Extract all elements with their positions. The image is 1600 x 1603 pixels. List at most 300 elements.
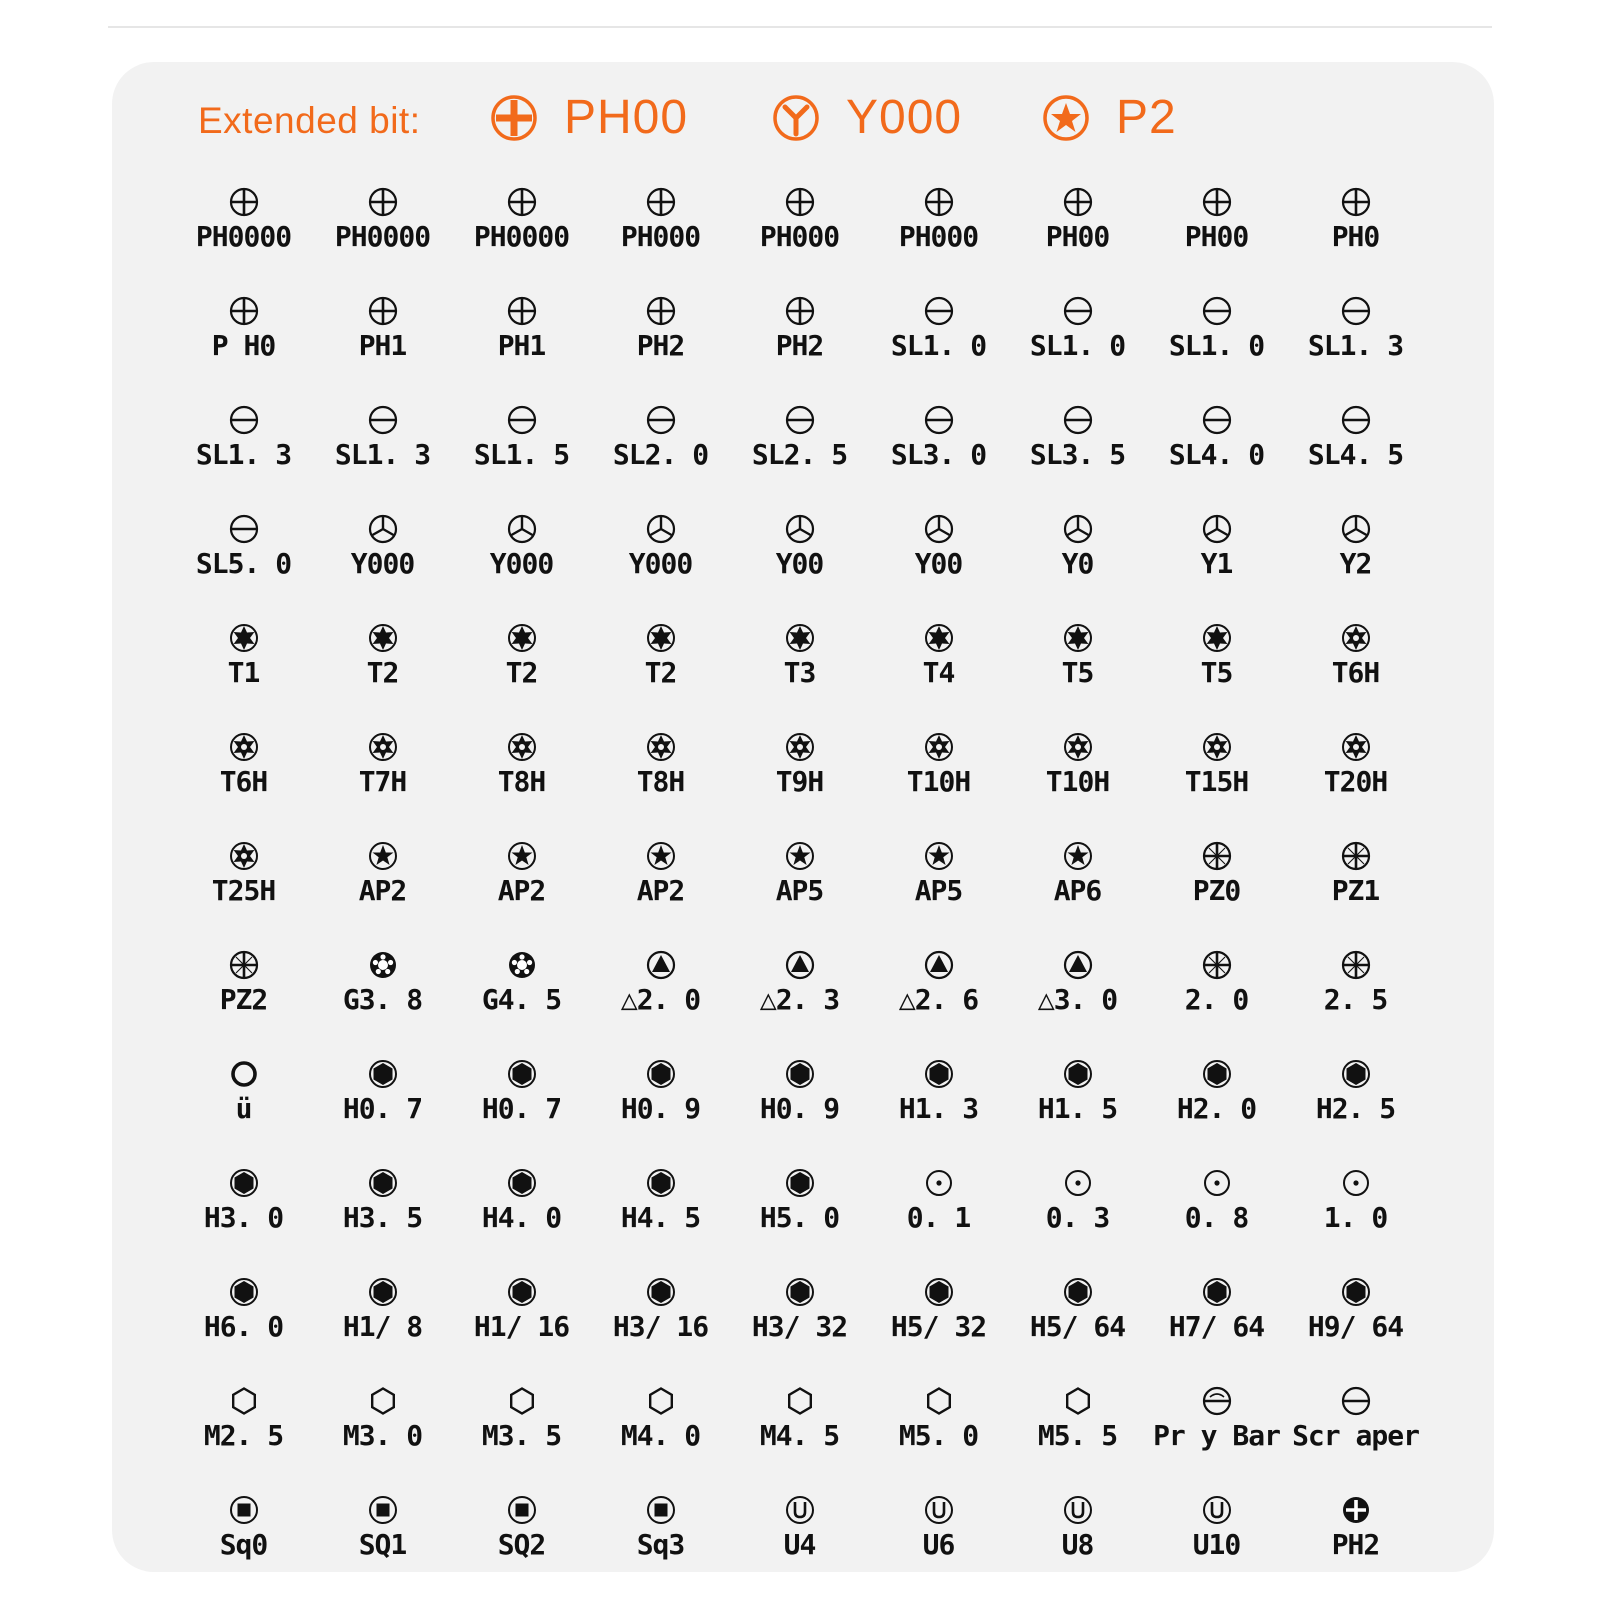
hex-icon xyxy=(645,1276,677,1308)
hex-icon xyxy=(367,1276,399,1308)
square-icon xyxy=(228,1494,260,1526)
bit-label: U4 xyxy=(783,1528,816,1561)
bit-label: H1/ 16 xyxy=(473,1310,570,1343)
bit-cell xyxy=(1286,186,1425,295)
bit-cell xyxy=(869,404,1008,513)
bit-cell xyxy=(174,949,313,1058)
torx-icon xyxy=(228,622,260,654)
bit-label: H7/ 64 xyxy=(1168,1310,1265,1343)
bit-label: U8 xyxy=(1061,1528,1094,1561)
hex-outline-icon xyxy=(645,1385,677,1417)
bit-label: M4. 0 xyxy=(620,1419,701,1452)
bit-label: T7H xyxy=(358,765,407,798)
torx-icon xyxy=(784,622,816,654)
bit-label: T4 xyxy=(922,656,955,689)
bit-cell xyxy=(730,1494,869,1603)
slotted-icon xyxy=(1062,404,1094,436)
bit-label: T8H xyxy=(636,765,685,798)
bit-label: T15H xyxy=(1184,765,1249,798)
bit-cell xyxy=(591,1058,730,1167)
bit-label: H5/ 32 xyxy=(890,1310,987,1343)
bit-label: H3/ 16 xyxy=(612,1310,709,1343)
bit-label: Sq0 xyxy=(219,1528,268,1561)
bit-cell xyxy=(313,731,452,840)
bit-cell xyxy=(1147,1058,1286,1167)
tri-wing-icon xyxy=(923,513,955,545)
bit-cell xyxy=(730,1385,869,1494)
triangle-icon xyxy=(923,949,955,981)
hex-icon xyxy=(1062,1058,1094,1090)
bit-label: SL2. 0 xyxy=(612,438,709,471)
torx-hole-icon xyxy=(1201,731,1233,763)
bit-cell xyxy=(174,1167,313,1276)
bit-label: PH0000 xyxy=(195,220,292,253)
bit-cell xyxy=(1286,1167,1425,1276)
bit-cell xyxy=(174,186,313,295)
tri-wing-icon xyxy=(1201,513,1233,545)
bit-label: ü xyxy=(235,1092,252,1125)
bit-label: AP6 xyxy=(1053,874,1102,907)
hex-icon xyxy=(506,1167,538,1199)
bit-label: T10H xyxy=(906,765,971,798)
bit-label: H2. 0 xyxy=(1176,1092,1257,1125)
torx-icon xyxy=(645,622,677,654)
u-shape-icon xyxy=(1062,1494,1094,1526)
triangle-icon xyxy=(645,949,677,981)
bit-cell xyxy=(452,1494,591,1603)
torx-hole-icon xyxy=(1062,731,1094,763)
tri-wing-icon xyxy=(1062,513,1094,545)
bit-label: H6. 0 xyxy=(203,1310,284,1343)
bit-label: △3. 0 xyxy=(1037,983,1118,1016)
extended-bit-text: Y000 xyxy=(846,91,963,144)
bit-label: T20H xyxy=(1323,765,1388,798)
bit-cell xyxy=(1286,949,1425,1058)
bit-cell xyxy=(1008,731,1147,840)
bit-cell xyxy=(174,513,313,622)
bit-label: M5. 5 xyxy=(1037,1419,1118,1452)
square-icon xyxy=(506,1494,538,1526)
bit-label: M3. 5 xyxy=(481,1419,562,1452)
bit-cell xyxy=(1147,949,1286,1058)
hex-icon xyxy=(923,1276,955,1308)
bit-cell xyxy=(730,1276,869,1385)
bit-cell xyxy=(869,1276,1008,1385)
pozidriv-icon xyxy=(1201,949,1233,981)
bit-cell xyxy=(313,1276,452,1385)
slotted-icon xyxy=(228,404,260,436)
bit-cell xyxy=(730,404,869,513)
bit-label: T5 xyxy=(1200,656,1233,689)
bit-cell xyxy=(1286,295,1425,404)
bit-label: AP5 xyxy=(914,874,963,907)
torx-hole-icon xyxy=(923,731,955,763)
slotted-icon xyxy=(506,404,538,436)
bit-cell xyxy=(591,1494,730,1603)
pozidriv-icon xyxy=(1340,840,1372,872)
dot-icon xyxy=(1062,1167,1094,1199)
tri-wing-icon xyxy=(784,513,816,545)
dot-icon xyxy=(1201,1167,1233,1199)
bit-cell xyxy=(1008,295,1147,404)
bit-cell xyxy=(1008,622,1147,731)
u-shape-icon xyxy=(1201,1494,1233,1526)
bit-label: T8H xyxy=(497,765,546,798)
bit-label: 0. 3 xyxy=(1045,1201,1110,1234)
bit-label: Scr aper xyxy=(1292,1419,1419,1452)
hex-icon xyxy=(1340,1276,1372,1308)
bit-cell xyxy=(730,295,869,404)
bit-label: Y000 xyxy=(628,547,693,580)
pentalobe-icon xyxy=(645,840,677,872)
tri-wing-icon xyxy=(367,513,399,545)
bit-label: T1 xyxy=(227,656,260,689)
bit-label: H4. 0 xyxy=(481,1201,562,1234)
bit-label: 2. 5 xyxy=(1323,983,1388,1016)
bit-label: H5/ 64 xyxy=(1029,1310,1126,1343)
slotted-icon xyxy=(1340,295,1372,327)
bit-label: PH2 xyxy=(636,329,685,362)
bit-cell xyxy=(174,1494,313,1603)
pentalobe-icon xyxy=(1062,840,1094,872)
bit-label: AP2 xyxy=(636,874,685,907)
bit-label: Sq3 xyxy=(636,1528,685,1561)
bit-label: T2 xyxy=(505,656,538,689)
bit-cell xyxy=(1147,731,1286,840)
bit-label: H1/ 8 xyxy=(342,1310,423,1343)
bit-cell xyxy=(1008,1167,1147,1276)
torx-hole-icon xyxy=(1340,622,1372,654)
bit-cell xyxy=(869,1058,1008,1167)
phillips-icon xyxy=(784,186,816,218)
bit-cell xyxy=(174,1276,313,1385)
bit-label: PH1 xyxy=(358,329,407,362)
bit-cell xyxy=(174,404,313,513)
bit-cell xyxy=(591,1276,730,1385)
bit-label: PH2 xyxy=(1331,1528,1380,1561)
bit-label: SL1. 5 xyxy=(473,438,570,471)
hex-icon xyxy=(645,1058,677,1090)
hex-icon xyxy=(784,1167,816,1199)
bit-cell xyxy=(869,1167,1008,1276)
bit-cell xyxy=(313,949,452,1058)
tri-wing-icon xyxy=(645,513,677,545)
bit-cell xyxy=(452,1058,591,1167)
phillips-icon xyxy=(1201,186,1233,218)
bit-label: AP5 xyxy=(775,874,824,907)
bit-cell xyxy=(313,1058,452,1167)
phillips-icon xyxy=(228,186,260,218)
bit-cell xyxy=(1147,513,1286,622)
bit-label: H0. 7 xyxy=(481,1092,562,1125)
slotted-icon xyxy=(1062,295,1094,327)
pozidriv-icon xyxy=(228,949,260,981)
bit-label: H0. 7 xyxy=(342,1092,423,1125)
phillips-icon xyxy=(506,186,538,218)
bit-label: SL1. 3 xyxy=(195,438,292,471)
bit-label: 1. 0 xyxy=(1323,1201,1388,1234)
u-shape-icon xyxy=(784,1494,816,1526)
torx-icon xyxy=(1062,622,1094,654)
pry-bar-icon xyxy=(1201,1385,1233,1417)
bit-label: P H0 xyxy=(211,329,276,362)
hex-icon xyxy=(784,1276,816,1308)
triangle-icon xyxy=(1062,949,1094,981)
bit-cell xyxy=(1286,1494,1425,1603)
bit-cell xyxy=(1147,1385,1286,1494)
hex-outline-icon xyxy=(367,1385,399,1417)
bit-label: AP2 xyxy=(497,874,546,907)
bit-label: M2. 5 xyxy=(203,1419,284,1452)
bit-cell xyxy=(869,622,1008,731)
square-icon xyxy=(645,1494,677,1526)
bit-label: H3. 0 xyxy=(203,1201,284,1234)
bit-cell xyxy=(869,840,1008,949)
hex-icon xyxy=(1201,1058,1233,1090)
bit-cell xyxy=(1286,1276,1425,1385)
hex-icon xyxy=(923,1058,955,1090)
bit-grid xyxy=(174,186,1425,1603)
bit-cell xyxy=(730,731,869,840)
bit-label: PH1 xyxy=(497,329,546,362)
phillips-icon xyxy=(923,186,955,218)
phillips-icon xyxy=(1340,186,1372,218)
extended-bit-tri-wing xyxy=(772,90,962,145)
torx-hole-icon xyxy=(367,731,399,763)
bit-label: Y0 xyxy=(1061,547,1094,580)
bit-cell xyxy=(1286,622,1425,731)
bit-cell xyxy=(1008,404,1147,513)
phillips-icon xyxy=(490,94,538,142)
bit-label: PZ2 xyxy=(219,983,268,1016)
bit-label: T25H xyxy=(211,874,276,907)
bit-label: H4. 5 xyxy=(620,1201,701,1234)
torx-hole-icon xyxy=(645,731,677,763)
slotted-icon xyxy=(1201,404,1233,436)
bit-cell xyxy=(174,295,313,404)
hex-icon xyxy=(506,1276,538,1308)
gear-icon xyxy=(367,949,399,981)
top-divider xyxy=(108,26,1492,28)
bit-cell xyxy=(1286,731,1425,840)
dot-icon xyxy=(1340,1167,1372,1199)
bit-cell xyxy=(591,513,730,622)
bit-cell xyxy=(869,1494,1008,1603)
bit-label: M5. 0 xyxy=(898,1419,979,1452)
torx-icon xyxy=(923,622,955,654)
bit-label: SQ1 xyxy=(358,1528,407,1561)
bit-cell xyxy=(1147,622,1286,731)
bit-cell xyxy=(313,1167,452,1276)
bit-cell xyxy=(174,840,313,949)
bit-cell xyxy=(591,840,730,949)
pentalobe-icon xyxy=(1042,94,1090,142)
bit-cell xyxy=(869,1385,1008,1494)
bit-label: 2. 0 xyxy=(1184,983,1249,1016)
bit-cell xyxy=(591,622,730,731)
bit-cell xyxy=(1008,186,1147,295)
bit-cell xyxy=(1008,1276,1147,1385)
bit-label: M3. 0 xyxy=(342,1419,423,1452)
bit-cell xyxy=(452,949,591,1058)
bit-label: PH00 xyxy=(1184,220,1249,253)
pozidriv-icon xyxy=(1201,840,1233,872)
bit-label: T10H xyxy=(1045,765,1110,798)
bit-label: H1. 3 xyxy=(898,1092,979,1125)
bit-label: H2. 5 xyxy=(1315,1092,1396,1125)
bit-cell xyxy=(1008,1494,1147,1603)
bit-label: SL4. 5 xyxy=(1307,438,1404,471)
phillips-icon xyxy=(367,186,399,218)
bit-cell xyxy=(1008,1058,1147,1167)
bit-label: G3. 8 xyxy=(342,983,423,1016)
slotted-icon xyxy=(923,295,955,327)
bit-cell xyxy=(591,295,730,404)
bit-cell xyxy=(1286,1058,1425,1167)
tri-wing-icon xyxy=(1340,513,1372,545)
bit-cell xyxy=(1147,295,1286,404)
bit-cell xyxy=(1008,1385,1147,1494)
bit-label: PH0000 xyxy=(473,220,570,253)
bit-cell xyxy=(730,622,869,731)
bit-label: PH0000 xyxy=(334,220,431,253)
bit-cell xyxy=(730,1167,869,1276)
bit-cell xyxy=(591,404,730,513)
bit-cell xyxy=(591,1167,730,1276)
bit-label: T2 xyxy=(366,656,399,689)
bit-label: Y000 xyxy=(350,547,415,580)
bit-label: H1. 5 xyxy=(1037,1092,1118,1125)
bit-cell xyxy=(1008,949,1147,1058)
bit-label: SL2. 5 xyxy=(751,438,848,471)
bit-cell xyxy=(730,1058,869,1167)
phillips-icon xyxy=(367,295,399,327)
phillips-icon xyxy=(645,295,677,327)
bit-label: H3. 5 xyxy=(342,1201,423,1234)
bit-label: Y2 xyxy=(1339,547,1372,580)
pentalobe-icon xyxy=(923,840,955,872)
extended-bit-text: PH00 xyxy=(564,91,689,144)
hex-outline-icon xyxy=(506,1385,538,1417)
slotted-icon xyxy=(228,513,260,545)
bit-label: Y00 xyxy=(914,547,963,580)
bit-cell xyxy=(452,731,591,840)
bit-cell xyxy=(730,186,869,295)
bit-label: 0. 8 xyxy=(1184,1201,1249,1234)
bit-label: PH000 xyxy=(759,220,840,253)
bit-label: SL1. 3 xyxy=(334,438,431,471)
bit-cell xyxy=(452,295,591,404)
bit-cell xyxy=(1286,1385,1425,1494)
torx-icon xyxy=(1201,622,1233,654)
u-shape-icon xyxy=(923,1494,955,1526)
bit-cell xyxy=(1147,1167,1286,1276)
triangle-icon xyxy=(784,949,816,981)
bit-label: SQ2 xyxy=(497,1528,546,1561)
bit-label: H3/ 32 xyxy=(751,1310,848,1343)
bit-label: T6H xyxy=(1331,656,1380,689)
bit-cell xyxy=(452,1167,591,1276)
bit-cell xyxy=(313,1494,452,1603)
bit-label: SL3. 0 xyxy=(890,438,987,471)
bit-chart-panel xyxy=(112,62,1494,1572)
bit-cell xyxy=(452,1276,591,1385)
slotted-icon xyxy=(1340,404,1372,436)
slotted-icon xyxy=(645,404,677,436)
torx-icon xyxy=(506,622,538,654)
bit-cell xyxy=(313,295,452,404)
bit-cell xyxy=(869,731,1008,840)
extended-bit-pentalobe xyxy=(1042,90,1177,145)
hex-outline-icon xyxy=(923,1385,955,1417)
extended-bit-header xyxy=(112,62,1494,192)
bit-cell xyxy=(869,513,1008,622)
extended-bit-label: Extended bit: xyxy=(198,100,421,141)
bit-label: M4. 5 xyxy=(759,1419,840,1452)
bit-label: SL4. 0 xyxy=(1168,438,1265,471)
bit-cell xyxy=(313,404,452,513)
bit-label: PH2 xyxy=(775,329,824,362)
extended-bit-phillips xyxy=(490,90,688,145)
bit-label: H5. 0 xyxy=(759,1201,840,1234)
bit-cell xyxy=(1286,404,1425,513)
slotted-icon xyxy=(784,404,816,436)
bit-label: SL1. 0 xyxy=(1029,329,1126,362)
torx-hole-icon xyxy=(1340,731,1372,763)
bit-label: AP2 xyxy=(358,874,407,907)
bit-label: PZ1 xyxy=(1331,874,1380,907)
square-icon xyxy=(367,1494,399,1526)
bit-cell xyxy=(452,840,591,949)
bit-label: SL1. 0 xyxy=(1168,329,1265,362)
pentalobe-icon xyxy=(367,840,399,872)
bit-label: T6H xyxy=(219,765,268,798)
extended-bit-text: P2 xyxy=(1116,91,1177,144)
bit-label: T3 xyxy=(783,656,816,689)
dot-icon xyxy=(923,1167,955,1199)
bit-label: H0. 9 xyxy=(620,1092,701,1125)
bit-label: △2. 3 xyxy=(759,983,840,1016)
bit-cell xyxy=(313,186,452,295)
bit-cell xyxy=(1147,1494,1286,1603)
bit-cell xyxy=(869,295,1008,404)
bit-cell xyxy=(1286,840,1425,949)
phillips-icon xyxy=(1062,186,1094,218)
bit-label: Y00 xyxy=(775,547,824,580)
bit-cell xyxy=(591,1385,730,1494)
tri-wing-icon xyxy=(506,513,538,545)
bit-cell xyxy=(313,1385,452,1494)
bit-cell xyxy=(452,186,591,295)
bit-label: △2. 0 xyxy=(620,983,701,1016)
slotted-icon xyxy=(923,404,955,436)
bit-label: PH00 xyxy=(1045,220,1110,253)
hex-outline-icon xyxy=(1062,1385,1094,1417)
bit-cell xyxy=(1147,840,1286,949)
bit-label: T5 xyxy=(1061,656,1094,689)
hex-icon xyxy=(228,1276,260,1308)
bit-label: Y1 xyxy=(1200,547,1233,580)
pozidriv-icon xyxy=(1340,949,1372,981)
bit-cell xyxy=(869,186,1008,295)
bit-cell xyxy=(1286,513,1425,622)
bit-label: T9H xyxy=(775,765,824,798)
bit-cell xyxy=(452,1385,591,1494)
torx-hole-icon xyxy=(228,840,260,872)
bit-label: 0. 1 xyxy=(906,1201,971,1234)
bit-label: PZ0 xyxy=(1192,874,1241,907)
pentalobe-icon xyxy=(784,840,816,872)
